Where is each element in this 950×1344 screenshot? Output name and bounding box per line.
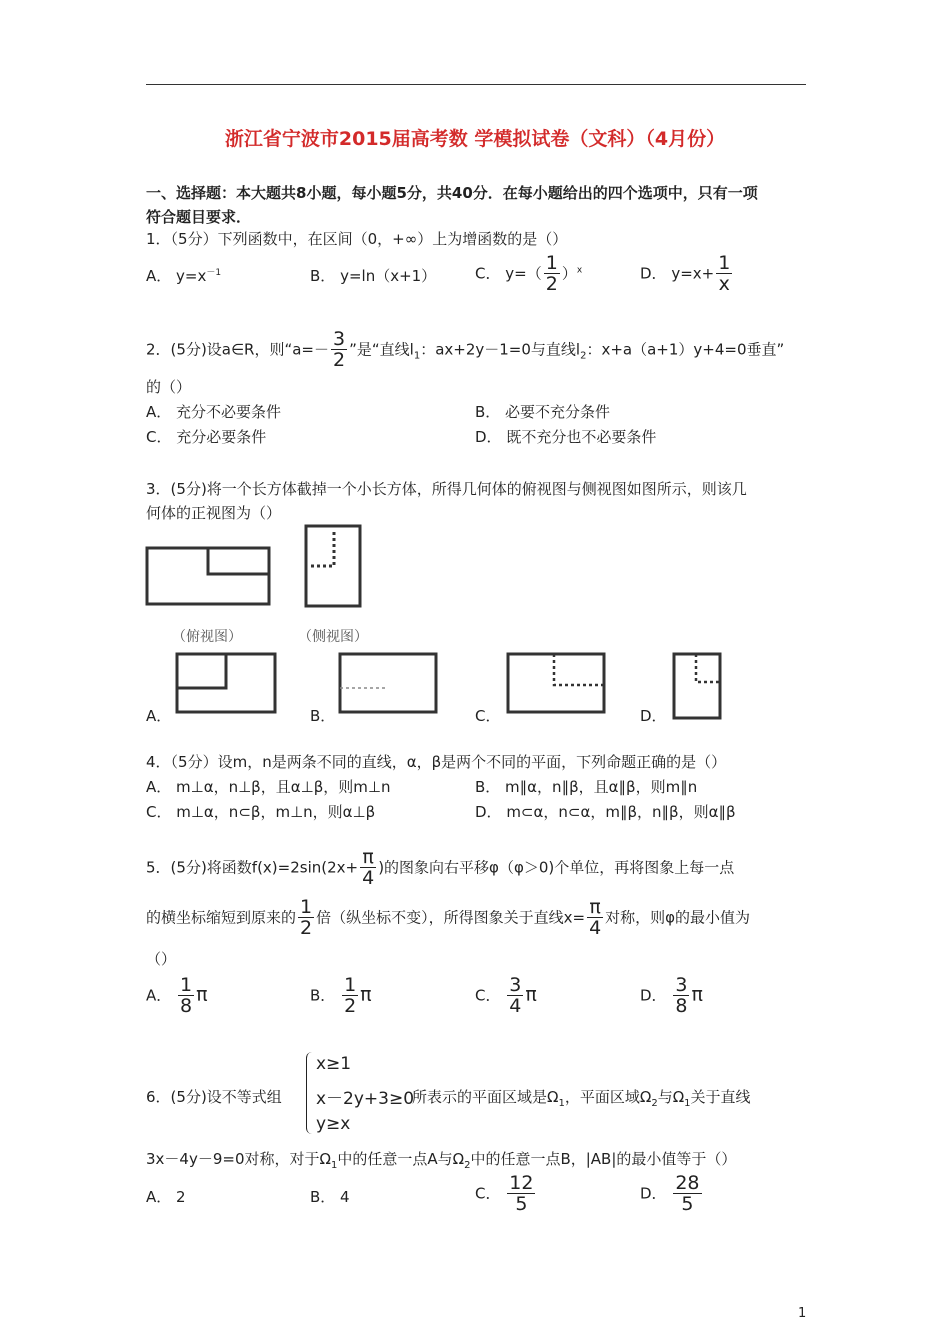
q6-l1-sub2: 2 bbox=[651, 1098, 658, 1109]
q4-option-d: D． m⊂α，n⊂α，m∥β，n∥β，则α∥β bbox=[475, 803, 736, 821]
q3-option-a-figure bbox=[177, 654, 275, 712]
q4-option-c: C． m⊥α，n⊂β，m⊥n，则α⊥β bbox=[146, 803, 376, 821]
q6-l1-sub3: 1 bbox=[684, 1098, 691, 1109]
q5-b-fraction: $\frac{1}{2}$ bbox=[344, 974, 357, 1017]
q3-option-d: D． bbox=[640, 707, 667, 725]
q2-sub2: 2 bbox=[580, 350, 587, 362]
q3-side-view bbox=[306, 526, 360, 606]
q5-b-label: B． bbox=[310, 986, 336, 1005]
q5-option-a bbox=[146, 976, 208, 1016]
q5-d-fraction: $\frac{3}{8}$ bbox=[675, 974, 688, 1017]
q5-l2-post: 对称，则φ的最小值为 bbox=[605, 908, 751, 927]
q6-line1-pre: 6．(5分)设不等式组 bbox=[146, 1088, 282, 1106]
q1-option-b bbox=[310, 265, 436, 286]
q6-l1-end: 关于直线 bbox=[690, 1088, 751, 1106]
q4-option-b: B． m∥α，n∥β，且α∥β，则m∥n bbox=[475, 778, 698, 796]
exam-title: 浙江省宁波市2015届高考数 学模拟试卷（文科）（4月份） bbox=[224, 128, 726, 150]
q1-a-exp: －1 bbox=[206, 268, 222, 278]
q5-l2-fraction2: $\frac{\pi}{4}$ bbox=[589, 896, 602, 939]
q5-line3: （） bbox=[146, 950, 177, 968]
q1-d-pre: y=x+ bbox=[671, 264, 715, 283]
q3-option-d-figure bbox=[674, 654, 720, 718]
q1-c-post: ） bbox=[561, 264, 577, 283]
q1-a-text: y=x bbox=[176, 267, 207, 285]
q3-caption-side-view: （侧视图） bbox=[298, 629, 368, 645]
q2-sub1: 1 bbox=[413, 350, 421, 362]
q2-option-b: B． 必要不充分条件 bbox=[475, 403, 611, 421]
q2-stem-post: ：x+a（a+1）y+4=0垂直” bbox=[586, 340, 785, 359]
q6-d-fraction: $\frac{28}{5}$ bbox=[675, 1172, 700, 1215]
q5-line1 bbox=[146, 848, 734, 888]
q1-c-label: C． bbox=[475, 264, 501, 283]
q6-l1-mid2: 与Ω bbox=[657, 1088, 685, 1106]
q1-stem: 1．（5分）下列函数中，在区间（0，+∞）上为增函数的是（） bbox=[146, 230, 568, 248]
q1-d-fraction: $\frac{1}{x}$ bbox=[718, 252, 731, 295]
q2-fraction: $\frac{3}{2}$ bbox=[333, 328, 346, 371]
q5-l2-fraction: $\frac{1}{2}$ bbox=[300, 896, 313, 939]
q2-option-d: D． 既不充分也不必要条件 bbox=[475, 428, 657, 446]
q2-stem-pre: 2．(5分)设a∈R，则“a=－ bbox=[146, 340, 330, 359]
q6-c-fraction: $\frac{12}{5}$ bbox=[509, 1172, 534, 1215]
q6-option-b: B． 4 bbox=[310, 1188, 350, 1206]
q4-stem: 4．（5分）设m，n是两条不同的直线，α，β是两个不同的平面，下列命题正确的是（） bbox=[146, 753, 727, 771]
q1-d-label: D． bbox=[640, 264, 667, 283]
q6-ineq3: y≥x bbox=[316, 1114, 351, 1134]
q6-l2-end: 中的任意一点B，|AB|的最小值等于（） bbox=[470, 1150, 737, 1168]
q4-option-a: A． m⊥α，n⊥β，且α⊥β，则m⊥n bbox=[146, 778, 391, 796]
q6-l1-post: 所表示的平面区域是Ω bbox=[412, 1088, 559, 1106]
q6-l2-sub2: 2 bbox=[464, 1160, 471, 1171]
q5-l1-pre: 5．(5分)将函数f(x)=2sin(2x+ bbox=[146, 858, 359, 877]
q6-line1-post bbox=[412, 1086, 751, 1109]
q6-line2 bbox=[146, 1148, 736, 1171]
q1-b-text: y=ln（x+1） bbox=[340, 267, 437, 285]
q3-stem-line1: 3．(5分)将一个长方体截掉一个小长方体，所得几何体的俯视图与侧视图如图所示，则该几 bbox=[146, 480, 747, 498]
q6-d-label: D． bbox=[640, 1184, 667, 1203]
q1-c-fraction: $\frac{1}{2}$ bbox=[545, 252, 558, 295]
q5-l1-fraction: $\frac{\pi}{4}$ bbox=[362, 846, 375, 889]
section-heading-line1: 一、选择题：本大题共8小题，每小题5分，共40分．在每小题给出的四个选项中，只有一项 bbox=[146, 184, 758, 202]
q6-ineq1: x≥1 bbox=[316, 1054, 352, 1074]
q2-stem-mid2: ：ax+2y－1=0与直线l bbox=[420, 340, 581, 359]
q2-stem-mid: ”是“直线l bbox=[349, 340, 414, 359]
q5-c-fraction: $\frac{3}{4}$ bbox=[509, 974, 522, 1017]
q5-a-pi: π bbox=[196, 983, 208, 1006]
q5-l2-mid: 倍（纵坐标不变），所得图象关于直线x= bbox=[316, 908, 586, 927]
q5-a-label: A． bbox=[146, 986, 172, 1005]
q6-l1-mid: ，平面区域Ω bbox=[564, 1088, 652, 1106]
q5-line2 bbox=[146, 898, 750, 938]
q5-option-d bbox=[640, 976, 703, 1016]
q5-option-b bbox=[310, 976, 372, 1016]
q1-a-label: A． bbox=[146, 267, 172, 285]
q3-option-c-figure bbox=[508, 654, 604, 712]
section-heading-line2: 符合题目要求． bbox=[146, 208, 252, 226]
q1-option-a bbox=[146, 265, 221, 286]
q1-c-exp: x bbox=[576, 265, 583, 276]
q3-figures bbox=[140, 520, 820, 730]
q5-c-label: C． bbox=[475, 986, 501, 1005]
header-rule bbox=[146, 84, 806, 85]
q6-l2-mid: 中的任意一点A与Ω bbox=[337, 1150, 465, 1168]
q5-d-pi: π bbox=[691, 983, 703, 1006]
q6-l2-pre: 3x－4y－9=0对称，对于Ω bbox=[146, 1150, 331, 1168]
q3-option-c: C． bbox=[475, 707, 501, 725]
q2-option-c: C． 充分必要条件 bbox=[146, 428, 267, 446]
q2-stem-line1 bbox=[146, 330, 784, 370]
q6-l1-sub1: 1 bbox=[558, 1098, 565, 1109]
q6-option-c bbox=[475, 1174, 537, 1214]
q6-option-d bbox=[640, 1174, 704, 1214]
q2-stem-line2: 的（） bbox=[146, 378, 192, 396]
q1-b-label: B． bbox=[310, 267, 336, 285]
q3-option-b: B． bbox=[310, 707, 336, 725]
q2-option-a: A． 充分不必要条件 bbox=[146, 403, 282, 421]
q6-l2-sub1: 1 bbox=[330, 1160, 338, 1171]
q3-caption-top-view: （俯视图） bbox=[172, 629, 242, 645]
q5-l2-pre: 的横坐标缩短到原来的 bbox=[146, 908, 297, 927]
q5-l1-post: )的图象向右平移φ（φ＞0)个单位，再将图象上每一点 bbox=[378, 858, 735, 877]
q3-option-b-figure bbox=[340, 654, 436, 712]
q5-option-c bbox=[475, 976, 537, 1016]
q1-option-d bbox=[640, 254, 734, 294]
q3-stem-line2: 何体的正视图为（） bbox=[146, 504, 282, 522]
q3-option-a: A． bbox=[146, 707, 172, 725]
page-number: 1 bbox=[798, 1306, 807, 1321]
q6-system-brace bbox=[306, 1052, 315, 1134]
q5-a-fraction: $\frac{1}{8}$ bbox=[180, 974, 193, 1017]
q3-top-view bbox=[147, 548, 269, 604]
q1-option-c bbox=[475, 254, 582, 294]
q5-c-pi: π bbox=[525, 983, 537, 1006]
q1-c-pre: y=（ bbox=[505, 264, 542, 283]
q5-d-label: D． bbox=[640, 986, 667, 1005]
q6-option-a: A． 2 bbox=[146, 1188, 186, 1206]
q6-ineq2: x－2y+3≥0 bbox=[316, 1089, 415, 1109]
q6-c-label: C． bbox=[475, 1184, 501, 1203]
q5-b-pi: π bbox=[360, 983, 372, 1006]
